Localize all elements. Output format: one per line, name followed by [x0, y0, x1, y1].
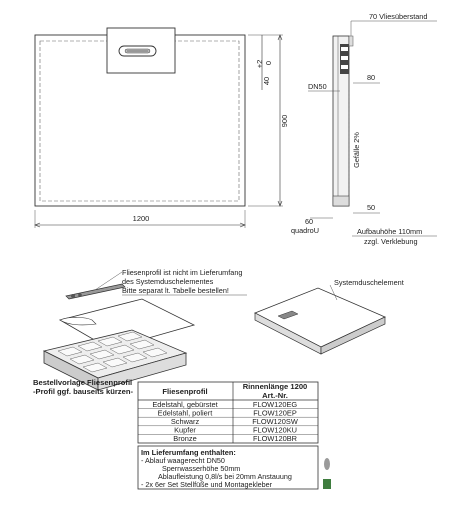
quadro-label: quadroU [291, 226, 319, 235]
assembled-top [255, 288, 385, 347]
build-height-label: Aufbauhöhe 110mm [357, 227, 423, 236]
profile-note-line-2: des Systemduschelementes [122, 277, 214, 286]
order-row-name: Kupfer [174, 425, 196, 435]
dim-900-label: 900 [280, 114, 289, 128]
dim-40-label: 40 [262, 76, 271, 86]
delivery-scope-title: Im Lieferumfang enthalten: [141, 448, 236, 457]
assembled-view [255, 278, 404, 354]
profile-note-line-3: Bitte separat lt. Tabelle bestellen! [122, 286, 229, 295]
order-row-art: FLOW120KU [253, 425, 297, 435]
plan-view [35, 28, 289, 228]
order-row-name: Edelstahl, gebürstet [152, 399, 218, 409]
slope-label: Gefälle 2% [352, 132, 361, 168]
order-row-art: FLOW120BR [253, 434, 297, 444]
section-view [291, 12, 437, 246]
section-foot [333, 196, 349, 206]
dim-50-label: 50 [367, 203, 376, 212]
order-row-name: Edelstahl, poliert [157, 408, 213, 418]
dim-60-label: 60 [305, 217, 314, 226]
order-header-length: Rinnenlänge 1200 [242, 382, 308, 391]
system-element-label: Systemduschelement [334, 278, 404, 287]
order-table [138, 382, 318, 443]
delivery-scope-line-4: - 2x 6er Set Stellfüße und Montagekleber [141, 480, 273, 489]
dn50-label: DN50 [308, 82, 327, 91]
dim-80-label: 80 [367, 73, 376, 82]
order-title-1: Bestellvorlage Fliesenprofil [33, 378, 133, 387]
adhesive-label: zzgl. Verklebung [364, 237, 418, 246]
order-row-art: FLOW120EP [253, 408, 297, 418]
profile-screw-2 [78, 293, 82, 297]
adhesive-icon [323, 479, 331, 489]
drain-detail-2 [341, 56, 348, 60]
order-row-art: FLOW120SW [252, 417, 298, 426]
delivery-scope-line-3: Ablaufleistung 0,8l/s bei 20mm Anstauung [158, 472, 292, 481]
dim-1200-label: 1200 [132, 214, 150, 223]
profile-screw-1 [71, 294, 75, 298]
order-row-name: Bronze [173, 434, 197, 444]
profile-note-line-1: Fliesenprofil ist nicht im Lieferumfang [122, 268, 243, 277]
fleece-overhang [349, 36, 353, 46]
order-section [33, 378, 318, 443]
order-header-artnr: Art.-Nr. [262, 391, 288, 400]
delivery-scope [138, 446, 331, 489]
dim-0-label: 0 [264, 60, 273, 66]
order-row-name: Schwarz [170, 417, 200, 426]
drain-detail-3 [341, 65, 348, 69]
drain-detail-1 [341, 47, 348, 51]
delivery-scope-line-2: Sperrwasserhöhe 50mm [162, 464, 241, 473]
order-title-2: -Profil ggf. bauseits kürzen- [33, 387, 133, 396]
delivery-scope-line-1: - Ablauf waagerecht DN50 [141, 456, 225, 465]
dim-plus2-label: +2 [255, 59, 264, 69]
foot-icon [324, 458, 330, 470]
profile-note [122, 268, 247, 295]
fleece-overhang-label: 70 Vliesüberstand [369, 12, 428, 21]
order-row-art: FLOW120EG [252, 399, 298, 409]
order-header-profile: Fliesenprofil [162, 387, 208, 396]
